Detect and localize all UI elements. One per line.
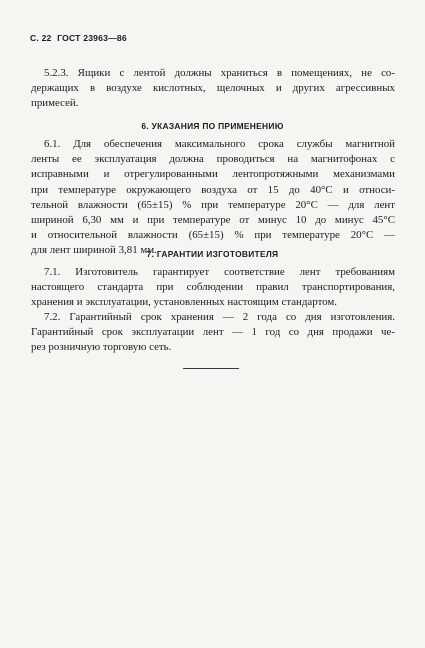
text-line: 5.2.3. Ящики с лентой должны храниться в помещениях, не со- [44,67,395,79]
text-line: держащих в воздухе кислотных, щелочных и других агрессивных [31,82,395,95]
text-line: исправными и отрегулированными лентопротяжными механизмами [31,168,395,181]
page-number: С. 22 [30,33,52,43]
paragraph-7-2 [31,310,395,356]
paragraph-6-1 [31,137,395,259]
text-line: при температуре окружающего воздуха от 15 до 40°С и относи- [31,183,395,196]
section-6-heading: 6. УКАЗАНИЯ ПО ПРИМЕНЕНИЮ [141,121,284,131]
section-7-heading: 7. ГАРАНТИИ ИЗГОТОВИТЕЛЯ [146,249,279,259]
text-line: рез розничную торговую сеть. [31,341,172,354]
text-line: 7.2. Гарантийный срок хранения — 2 года со дня изготовления. [44,311,395,323]
text-line: примесей. [31,97,79,110]
standard-designation: ГОСТ 23963—86 [57,33,127,43]
paragraph-5-2-3 [31,66,395,112]
paragraph-7-1 [31,265,395,311]
text-line: и относительной влажности (65±15) % при температуре 20°С — [31,229,395,242]
text-line: для лент шириной 3,81 мм. [31,244,157,257]
text-line: шириной 6,30 мм и при температуре от минус 10 до минус 45°С [31,214,395,227]
text-line: Гарантийный срок эксплуатации лент — 1 год со дня продажи че- [31,326,395,339]
text-line: 7.1. Изготовитель гарантирует соответствие лент требованиям [44,266,395,278]
text-line: тельной влажности (65±15) % при температуре 20°С — для лент [31,198,395,211]
text-line: ленты ее эксплуатация должна проводиться на магнитофонах с [31,153,395,166]
page-header [30,33,127,43]
text-line: хранения и эксплуатации, установленных настоящим стандартом. [31,296,338,309]
text-line: 6.1. Для обеспечения максимального срока службы магнитной [44,138,395,150]
end-rule [183,368,239,369]
text-line: настоящего стандарта при соблюдении правил транспортирования, [31,281,395,294]
